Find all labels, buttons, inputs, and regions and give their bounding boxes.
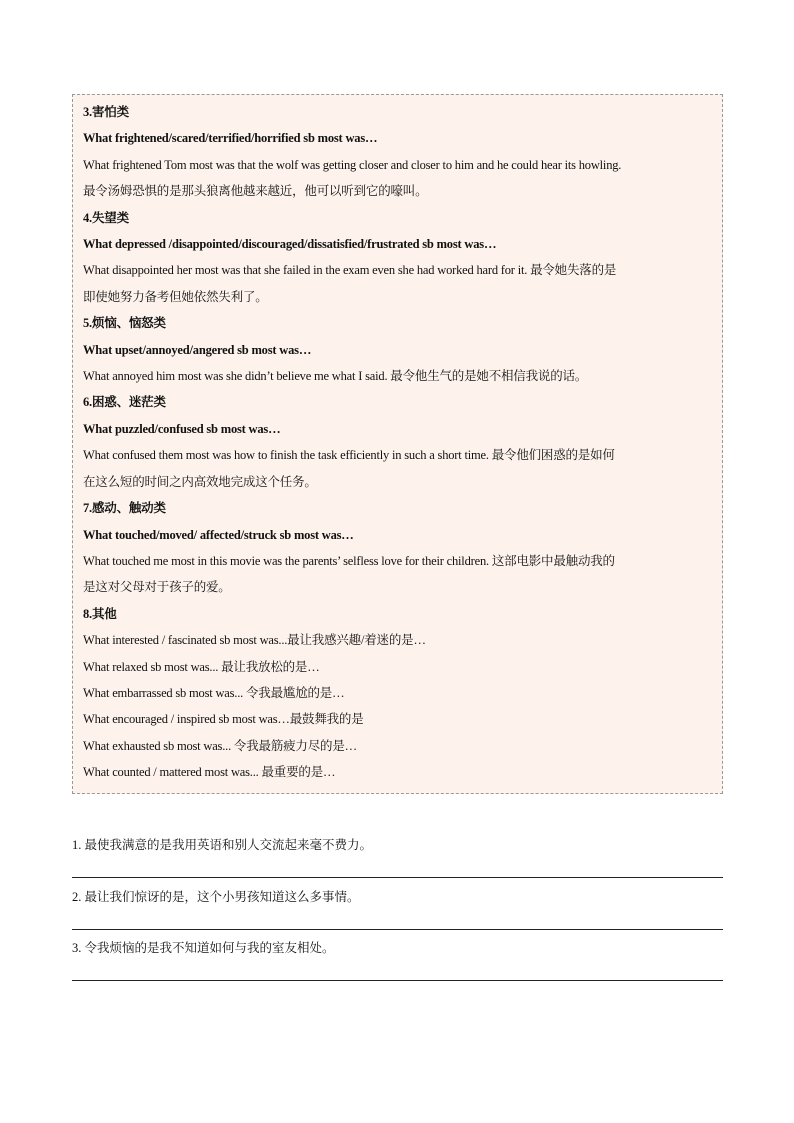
section-heading: What frightened/scared/terrified/horrified sb most was… (83, 131, 378, 146)
exercise-question: 1. 最使我满意的是我用英语和别人交流起来毫不费力。 (72, 838, 373, 852)
exercise-item (72, 887, 723, 939)
example-line: What frightened Tom most was that the wolf was getting closer and closer to him and he could hear its howling. (83, 157, 622, 172)
section-heading: What puzzled/confused sb most was… (83, 421, 281, 436)
example-line: What embarrassed sb most was... 令我最尴尬的是… (83, 685, 345, 700)
example-line: What exhausted sb most was... 令我最筋疲力尽的是… (83, 738, 357, 753)
example-line: 在这么短的时间之内高效地完成这个任务。 (83, 474, 317, 489)
section-heading: 3.害怕类 (83, 105, 129, 119)
exercise-item (72, 938, 723, 990)
example-line: 是这对父母对于孩子的爱。 (83, 580, 231, 595)
section-heading: 4.失望类 (83, 210, 129, 225)
section-heading: 7.感动、触动类 (83, 501, 166, 516)
example-line: What disappointed her most was that she failed in the exam even she had worked hard for it. 最令她失落的是 (83, 263, 617, 278)
section-heading: 5.烦恼、恼怒类 (83, 316, 166, 331)
phrase-list (83, 99, 714, 786)
exercise-question: 2. 最让我们惊讶的是，这个小男孩知道这么多事情。 (72, 889, 360, 904)
exercise-list (72, 835, 723, 990)
example-line: What counted / mattered most was... 最重要的是… (83, 765, 336, 780)
example-line: What encouraged / inspired sb most was…最鼓舞我的是 (83, 712, 364, 727)
example-line: What touched me most in this movie was the parents’ selfless love for their children. 这部电影中最触动我的 (83, 553, 615, 568)
exercise-question: 3. 令我烦恼的是我不知道如何与我的室友相处。 (72, 941, 335, 955)
phrase-box (72, 94, 723, 794)
section-heading: What upset/annoyed/angered sb most was… (83, 342, 312, 357)
example-line: What confused them most was how to finish the task efficiently in such a short time. 最令他们困惑的是如何 (83, 448, 615, 463)
example-line: What annoyed him most was she didn’t believe me what I said. 最令他生气的是她不相信我说的话。 (83, 369, 588, 384)
example-line: 最令汤姆恐惧的是那头狼离他越来越近，他可以听到它的嚎叫。 (83, 184, 428, 199)
answer-line[interactable] (72, 877, 723, 878)
section-heading: What touched/moved/ affected/struck sb most was… (83, 527, 354, 542)
example-line: 即使她努力备考但她依然失利了。 (83, 289, 268, 304)
section-heading: 6.困惑、迷茫类 (83, 395, 166, 410)
exercise-item (72, 835, 723, 887)
example-line: What interested / fascinated sb most was...最让我感兴趣/着迷的是… (83, 633, 426, 648)
answer-line[interactable] (72, 929, 723, 930)
answer-line[interactable] (72, 980, 723, 981)
example-line: What relaxed sb most was... 最让我放松的是… (83, 659, 320, 674)
section-heading: 8.其他 (83, 606, 117, 621)
section-heading: What depressed /disappointed/discouraged/dissatisfied/frustrated sb most was… (83, 237, 497, 252)
